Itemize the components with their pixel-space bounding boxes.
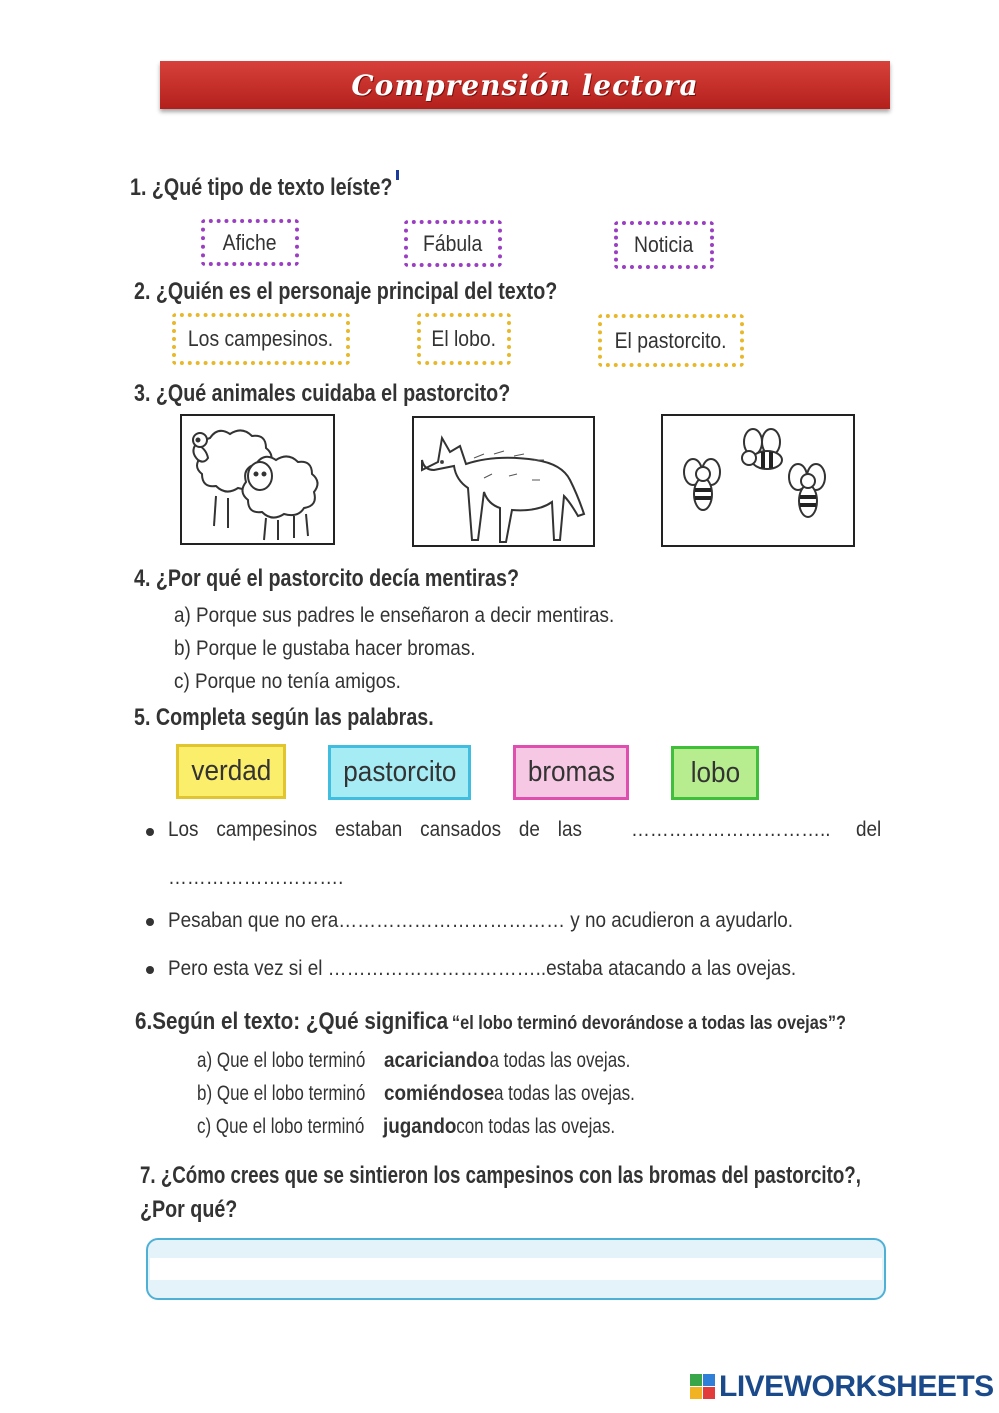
option-los-campesinos[interactable]: Los campesinos. (172, 313, 350, 365)
word-verdad[interactable]: verdad (176, 744, 286, 799)
question-5: 5. Completa según las palabras. (134, 704, 434, 731)
sentence-1-continuation[interactable]: ………………………. (168, 866, 344, 889)
question-6-quote: “el lobo terminó devorándose a todas las ovejas”? (451, 1013, 847, 1034)
word-lobo[interactable]: lobo (671, 746, 759, 800)
sentence-1 (168, 818, 884, 842)
bullet (146, 918, 154, 926)
answer-input-line (150, 1258, 882, 1280)
sentence-1-blank[interactable]: ………………………….. (631, 818, 831, 841)
sentence-3[interactable]: Pero esta vez si el ……………………………..estaba atacando a las ovejas. (168, 957, 797, 980)
answer-input[interactable] (146, 1238, 886, 1300)
sentence-1-start: Los campesinos estaban cansados de las (168, 818, 582, 841)
option-el-lobo[interactable]: El lobo. (417, 313, 511, 365)
question-1: 1. ¿Qué tipo de texto leíste? (130, 174, 393, 201)
bullet (146, 828, 154, 836)
page-title: Comprensión lectora (351, 68, 699, 102)
option-afiche[interactable]: Afiche (201, 219, 299, 266)
sentence-1-end: del (855, 818, 882, 841)
option-noticia[interactable]: Noticia (614, 221, 714, 269)
option-6b[interactable]: b) Que el lobo terminócomiéndosea todas las ovejas. (197, 1082, 636, 1105)
sheep-icon (182, 416, 333, 543)
word-pastorcito[interactable]: pastorcito (328, 745, 471, 800)
bullet (146, 966, 154, 974)
option-6a[interactable]: a) Que el lobo terminóacariciandoa todas las ovejas. (197, 1049, 630, 1072)
word-bromas[interactable]: bromas (513, 745, 629, 800)
sheep-image[interactable] (180, 414, 335, 545)
question-6 (135, 1008, 846, 1036)
liveworksheets-logo-icon (690, 1374, 716, 1400)
brand-name: LIVEWORKSHEETS (719, 1370, 994, 1403)
question-4: 4. ¿Por qué el pastorcito decía mentiras? (134, 565, 519, 592)
option-el-pastorcito[interactable]: El pastorcito. (598, 314, 744, 367)
question-7-line-2: ¿Por qué? (140, 1196, 238, 1223)
question-7-line-1: 7. ¿Cómo crees que se sintieron los campesinos con las bromas del pastorcito?, (140, 1162, 861, 1189)
cursor-mark (396, 170, 399, 180)
question-2: 2. ¿Quién es el personaje principal del texto? (134, 278, 558, 305)
question-6-lead: 6.Según el texto: ¿Qué significa (135, 1008, 449, 1035)
bees-icon (663, 416, 853, 545)
sentence-2[interactable]: Pesaban que no era……………………………… y no acudieron a ayudarlo. (168, 909, 794, 932)
option-4b[interactable]: b) Porque le gustaba hacer bromas. (174, 637, 476, 660)
option-4c[interactable]: c) Porque no tenía amigos. (174, 670, 401, 693)
option-4a[interactable]: a) Porque sus padres le enseñaron a decir mentiras. (174, 604, 615, 627)
wolf-image[interactable] (412, 416, 595, 547)
option-fabula[interactable]: Fábula (404, 220, 502, 267)
liveworksheets-brand (690, 1370, 994, 1404)
bees-image[interactable] (661, 414, 855, 547)
title-banner (160, 61, 890, 109)
question-3: 3. ¿Qué animales cuidaba el pastorcito? (134, 380, 511, 407)
wolf-icon (414, 418, 593, 545)
option-6c[interactable]: c) Que el lobo terminójugandocon todas las ovejas. (197, 1115, 616, 1138)
